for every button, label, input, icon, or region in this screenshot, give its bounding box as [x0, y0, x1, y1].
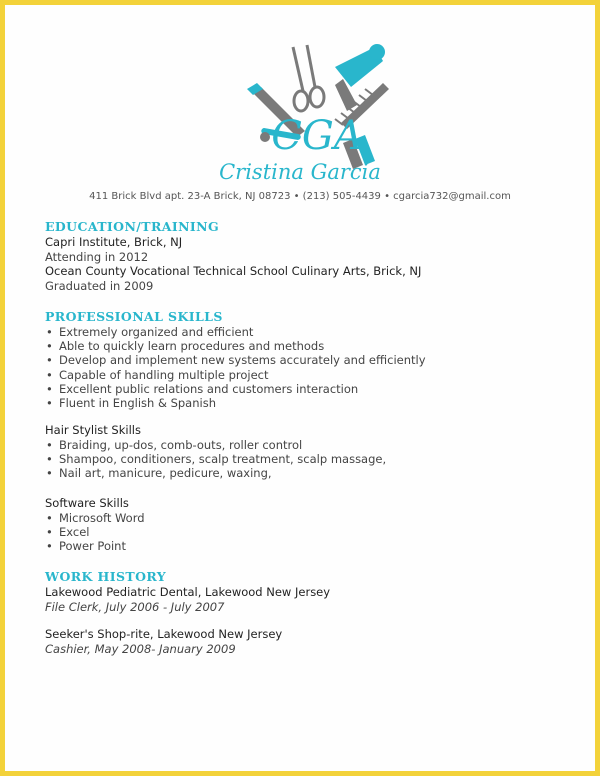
- list-item: • Shampoo, conditioners, scalp treatment, scalp massage,: [45, 452, 565, 466]
- list-item: • Nail art, manicure, pedicure, waxing,: [45, 466, 565, 480]
- list-item: • Braiding, up-dos, comb-outs, roller control: [45, 438, 565, 452]
- work-employer: Seeker's Shop-rite, Lakewood New Jersey: [45, 627, 283, 642]
- education-heading: EDUCATION/TRAINING: [45, 219, 220, 234]
- resume-page: [5, 5, 595, 771]
- hair-skills-title: Hair Stylist Skills: [45, 423, 141, 438]
- professional-skills-list: [45, 325, 565, 410]
- work-role: File Clerk, July 2006 - July 2007: [45, 599, 225, 614]
- work-employer: Lakewood Pediatric Dental, Lakewood New Jersey: [45, 585, 331, 600]
- education-school: Ocean County Vocational Technical School Culinary Arts, Brick, NJ: [45, 264, 422, 278]
- hair-dryer-icon: [335, 44, 385, 111]
- resume-body: [45, 219, 565, 656]
- list-item: • Power Point: [45, 539, 565, 553]
- software-skills-title: Software Skills: [45, 496, 129, 511]
- education-detail: Graduated in 2009: [45, 278, 154, 293]
- candidate-name: Cristina Garcia: [219, 160, 381, 184]
- hair-skills-list: [45, 438, 565, 481]
- work-role: Cashier, May 2008- January 2009: [45, 641, 236, 656]
- list-item: • Extremely organized and efficient: [45, 325, 565, 339]
- list-item: • Able to quickly learn procedures and methods: [45, 339, 565, 353]
- education-school: Capri Institute, Brick, NJ: [45, 235, 183, 249]
- list-item: • Develop and implement new systems accurately and efficiently: [45, 353, 565, 367]
- list-item: • Capable of handling multiple project: [45, 368, 565, 382]
- list-item: • Excel: [45, 525, 565, 539]
- work-heading: WORK HISTORY: [45, 569, 167, 585]
- education-detail: Attending in 2012: [45, 249, 149, 264]
- software-skills-list: [45, 511, 565, 554]
- list-item: • Fluent in English & Spanish: [45, 396, 565, 410]
- scissors-icon: [293, 45, 324, 111]
- list-item: • Excellent public relations and customers interaction: [45, 382, 565, 396]
- skills-heading: PROFESSIONAL SKILLS: [45, 309, 223, 324]
- contact-line: 411 Brick Blvd apt. 23-A Brick, NJ 08723 • (213) 505-4439 • cgarcia732@gmail.com: [89, 191, 511, 202]
- monogram: CGA: [271, 113, 363, 159]
- list-item: • Microsoft Word: [45, 511, 565, 525]
